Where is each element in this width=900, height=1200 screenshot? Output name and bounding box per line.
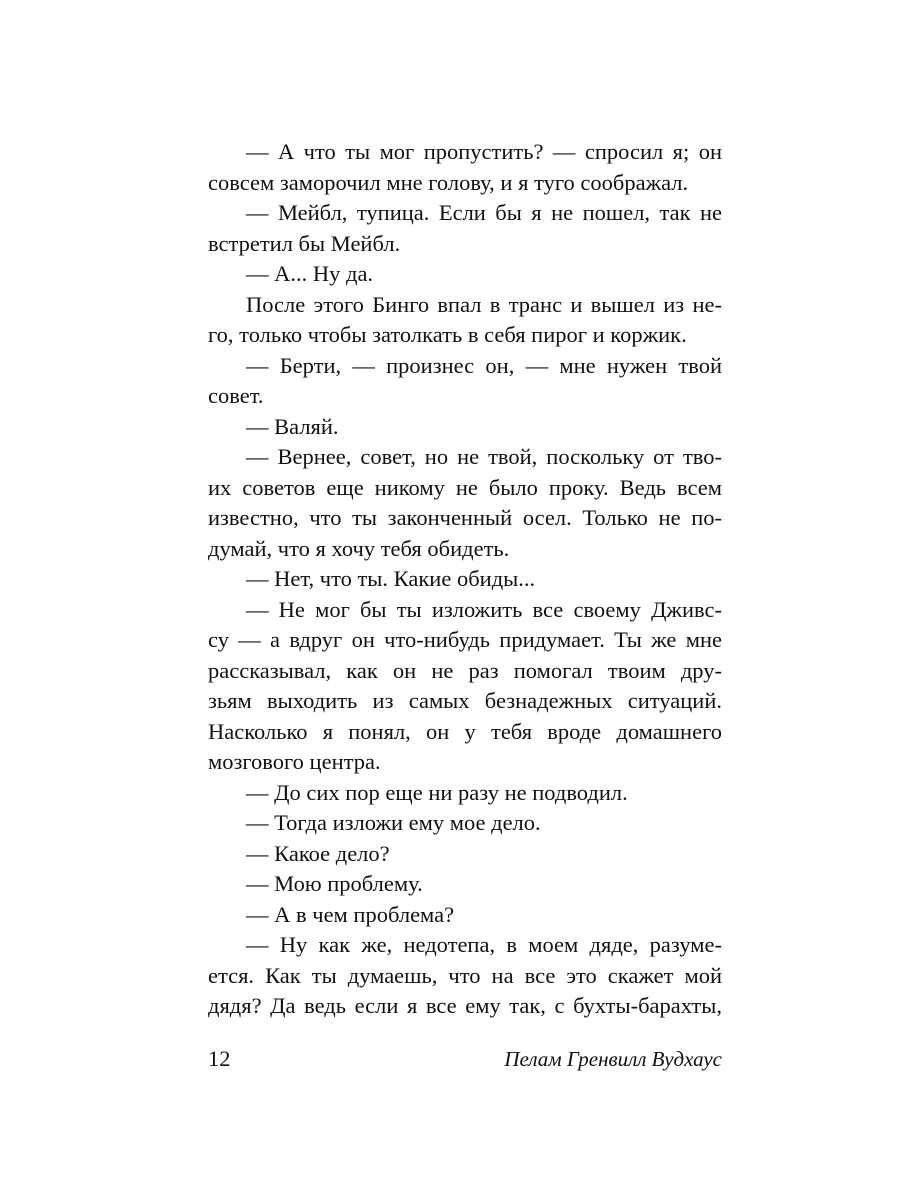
text-line: — Какое дело?	[246, 840, 390, 866]
text-line: мозгового центра.	[208, 749, 381, 774]
text-line: зьям выходить из самых безнадежных ситуаций.	[208, 688, 722, 713]
text-line: — До сих пор еще ни разу не подводил.	[246, 779, 628, 805]
text-line: встретил бы Мейбл.	[208, 230, 401, 256]
text-line: — Берти, — произнес он, — мне нужен твой	[246, 352, 722, 378]
text-line: ется. Как ты думаешь, что на все это скажет мой	[208, 962, 722, 988]
text-line: — Вернее, совет, но не твой, поскольку от тво-	[246, 444, 722, 469]
running-head-author: Пелам Гренвилл Вудхаус	[504, 1047, 722, 1071]
text-line: дядя? Да ведь если я все ему так, с бухты-барахты,	[208, 993, 722, 1018]
text-line: — Не мог бы ты изложить все своему Дживс-	[246, 596, 722, 622]
page-number: 12	[208, 1046, 231, 1071]
text-line: После этого Бинго впал в транс и вышел из не-	[246, 291, 722, 317]
text-line: — Ну как же, недотепа, в моем дяде, разуме-	[246, 932, 722, 957]
body-text	[208, 137, 722, 1022]
text-line: их советов еще никому не было проку. Ведь всем	[208, 474, 722, 500]
text-line: Насколько я понял, он у тебя вроде домашнего	[208, 718, 722, 744]
text-line: рассказывал, как он не раз помогал твоим дру-	[208, 657, 722, 683]
page-footer	[208, 1044, 722, 1074]
text-line: совет.	[208, 383, 264, 408]
text-line: известно, что ты законченный осел. Только не по-	[208, 505, 722, 530]
text-line: — Мейбл, тупица. Если бы я не пошел, так не	[246, 200, 722, 225]
text-line: — А... Ну да.	[246, 261, 374, 286]
text-line: совсем заморочил мне голову, и я туго соображал.	[208, 169, 689, 195]
text-line: су — а вдруг он что-нибудь придумает. Ты же мне	[208, 627, 722, 652]
text-line: — Нет, что ты. Какие обиды...	[246, 566, 536, 591]
text-line: — Мою проблему.	[246, 871, 423, 896]
text-line: — Валяй.	[246, 413, 339, 439]
text-line: — А что ты мог пропустить? — спросил я; он	[246, 139, 722, 164]
text-line: — А в чем проблема?	[246, 901, 455, 927]
text-line: го, только чтобы затолкать в себя пирог и коржик.	[208, 322, 687, 347]
text-line: думай, что я хочу тебя обидеть.	[208, 535, 510, 561]
text-line: — Тогда изложи ему мое дело.	[246, 810, 541, 835]
